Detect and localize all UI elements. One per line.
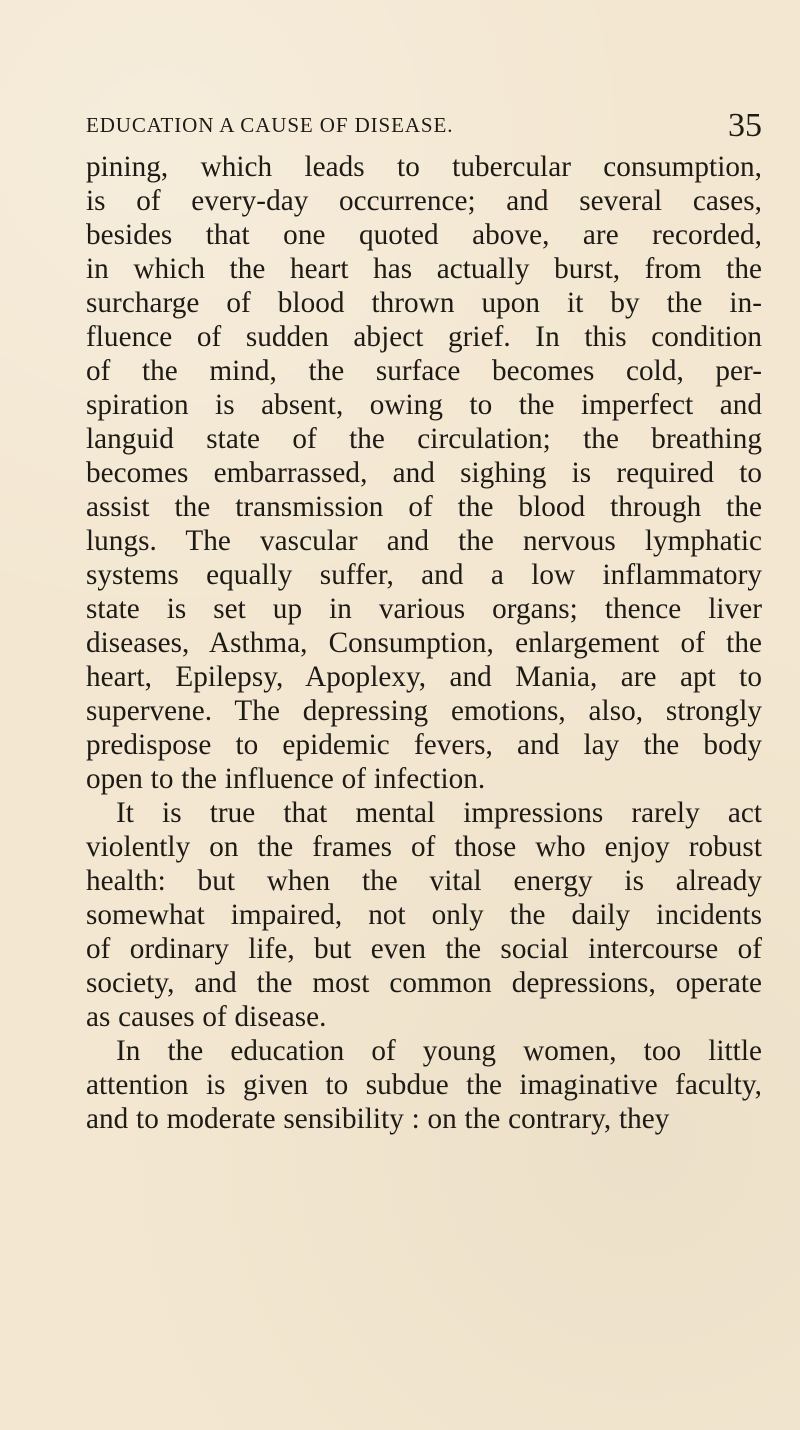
text-line-10: becomes embarrassed, and sighing is required to [86,457,762,489]
text-line-11: assist the transmission of the blood through the [86,491,762,523]
text-line-4: in which the heart has actually burst, from the [86,253,762,285]
text-line-14: state is set up in various organs; thence liver [86,593,762,625]
text-line-7: of the mind, the surface becomes cold, per- [86,355,762,387]
text-line-12: lungs. The vascular and the nervous lymphatic [86,525,762,557]
text-line-23: somewhat impaired, not only the daily incidents [86,899,762,931]
text-line-22: health: but when the vital energy is already [86,865,762,897]
running-head [86,109,762,145]
body-text [86,150,762,1230]
text-line-26: as causes of disease. [86,1001,327,1033]
text-line-18: predispose to epidemic fevers, and lay the body [86,729,762,761]
running-head-title: EDUCATION A CAUSE OF DISEASE. [86,113,454,137]
text-line-5: surcharge of blood thrown upon it by the in- [86,287,762,319]
text-line-25: society, and the most common depressions, operate [86,967,762,999]
text-line-8: spiration is absent, owing to the imperfect and [86,389,762,421]
text-line-28: attention is given to subdue the imaginative faculty, [86,1069,762,1101]
text-line-17: supervene. The depressing emotions, also, strongly [86,695,762,727]
text-line-6: fluence of sudden abject grief. In this condition [86,321,762,353]
text-line-27: In the education of young women, too little [116,1035,762,1067]
text-line-1: pining, which leads to tubercular consumption, [86,151,762,183]
text-line-13: systems equally suffer, and a low inflammatory [86,559,762,591]
text-line-21: violently on the frames of those who enjoy robust [86,831,762,863]
text-line-16: heart, Epilepsy, Apoplexy, and Mania, are apt to [86,661,762,693]
page-number: 35 [728,107,762,144]
text-line-9: languid state of the circulation; the breathing [86,423,762,455]
text-line-24: of ordinary life, but even the social intercourse of [86,933,762,965]
text-line-20: It is true that mental impressions rarely act [116,797,762,829]
text-line-19: open to the influence of infection. [86,763,486,795]
text-line-2: is of every-day occurrence; and several cases, [86,185,762,217]
text-line-15: diseases, Asthma, Consumption, enlargement of the [86,627,762,659]
text-line-3: besides that one quoted above, are recorded, [86,219,762,251]
text-line-29: and to moderate sensibility : on the contrary, they [86,1103,670,1135]
